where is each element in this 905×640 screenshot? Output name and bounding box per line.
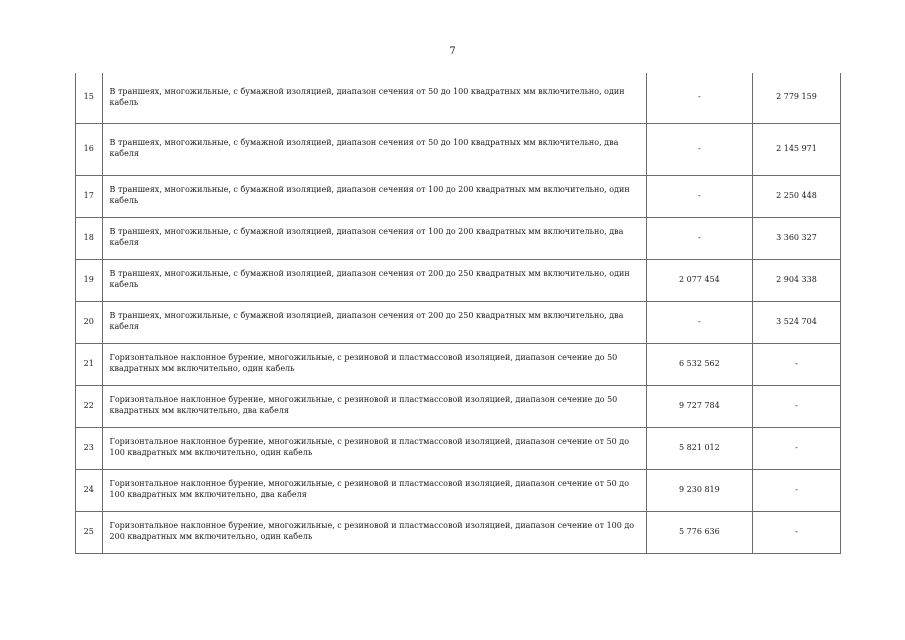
table-row: [76, 343, 841, 385]
row-number: 22: [76, 385, 103, 427]
row-number: 15: [76, 73, 103, 123]
row-number: 25: [76, 511, 103, 553]
row-description: В траншеях, многожильные, с бумажной изоляцией, диапазон сечения от 50 до 100 квадратных мм включительно, один кабель: [102, 73, 646, 123]
row-number: 19: [76, 259, 103, 301]
row-value-1: 2 077 454: [646, 259, 752, 301]
row-value-2: 2 904 338: [752, 259, 840, 301]
row-value-1: -: [646, 217, 752, 259]
row-value-1: 5 776 636: [646, 511, 752, 553]
table-row: [76, 217, 841, 259]
row-description: Горизонтальное наклонное бурение, многожильные, с резиновой и пластмассовой изоляцией, диапазон сечение от 50 до 100 квадратных мм включительно, два кабеля: [102, 469, 646, 511]
table-row: [76, 469, 841, 511]
row-description: Горизонтальное наклонное бурение, многожильные, с резиновой и пластмассовой изоляцией, диапазон сечение от 100 до 200 квадратных мм включительно, один кабель: [102, 511, 646, 553]
row-value-2: 3 524 704: [752, 301, 840, 343]
row-value-1: -: [646, 73, 752, 123]
row-value-1: -: [646, 175, 752, 217]
row-value-1: 9 230 819: [646, 469, 752, 511]
row-value-1: 6 532 562: [646, 343, 752, 385]
table-row: [76, 427, 841, 469]
row-value-2: 2 250 448: [752, 175, 840, 217]
page-number: 7: [449, 46, 456, 57]
row-value-2: -: [752, 427, 840, 469]
row-number: 17: [76, 175, 103, 217]
row-description: Горизонтальное наклонное бурение, многожильные, с резиновой и пластмассовой изоляцией, диапазон сечение до 50 квадратных мм включительно, один кабель: [102, 343, 646, 385]
row-value-2: 2 779 159: [752, 73, 840, 123]
table-row: [76, 73, 841, 123]
row-description: В траншеях, многожильные, с бумажной изоляцией, диапазон сечения от 200 до 250 квадратных мм включительно, два кабеля: [102, 301, 646, 343]
table-row: [76, 385, 841, 427]
row-number: 21: [76, 343, 103, 385]
table-row: [76, 175, 841, 217]
row-value-2: -: [752, 469, 840, 511]
row-description: В траншеях, многожильные, с бумажной изоляцией, диапазон сечения от 100 до 200 квадратных мм включительно, один кабель: [102, 175, 646, 217]
table-row: [76, 123, 841, 175]
row-description: Горизонтальное наклонное бурение, многожильные, с резиновой и пластмассовой изоляцией, диапазон сечение до 50 квадратных мм включительно, два кабеля: [102, 385, 646, 427]
row-number: 16: [76, 123, 103, 175]
table-row: [76, 301, 841, 343]
row-number: 20: [76, 301, 103, 343]
table-row: [76, 511, 841, 553]
row-description: Горизонтальное наклонное бурение, многожильные, с резиновой и пластмассовой изоляцией, диапазон сечение от 50 до 100 квадратных мм включительно, один кабель: [102, 427, 646, 469]
row-value-2: -: [752, 343, 840, 385]
tariff-table: [75, 73, 841, 554]
row-number: 18: [76, 217, 103, 259]
table-row: [76, 259, 841, 301]
row-number: 24: [76, 469, 103, 511]
row-value-1: 9 727 784: [646, 385, 752, 427]
row-value-2: -: [752, 385, 840, 427]
tariff-table-body: [76, 73, 841, 553]
row-value-2: 2 145 971: [752, 123, 840, 175]
row-description: В траншеях, многожильные, с бумажной изоляцией, диапазон сечения от 200 до 250 квадратных мм включительно, один кабель: [102, 259, 646, 301]
row-value-2: 3 360 327: [752, 217, 840, 259]
row-description: В траншеях, многожильные, с бумажной изоляцией, диапазон сечения от 50 до 100 квадратных мм включительно, два кабеля: [102, 123, 646, 175]
row-value-1: -: [646, 301, 752, 343]
row-value-1: -: [646, 123, 752, 175]
row-number: 23: [76, 427, 103, 469]
row-description: В траншеях, многожильные, с бумажной изоляцией, диапазон сечения от 100 до 200 квадратных мм включительно, два кабеля: [102, 217, 646, 259]
row-value-1: 5 821 012: [646, 427, 752, 469]
row-value-2: -: [752, 511, 840, 553]
